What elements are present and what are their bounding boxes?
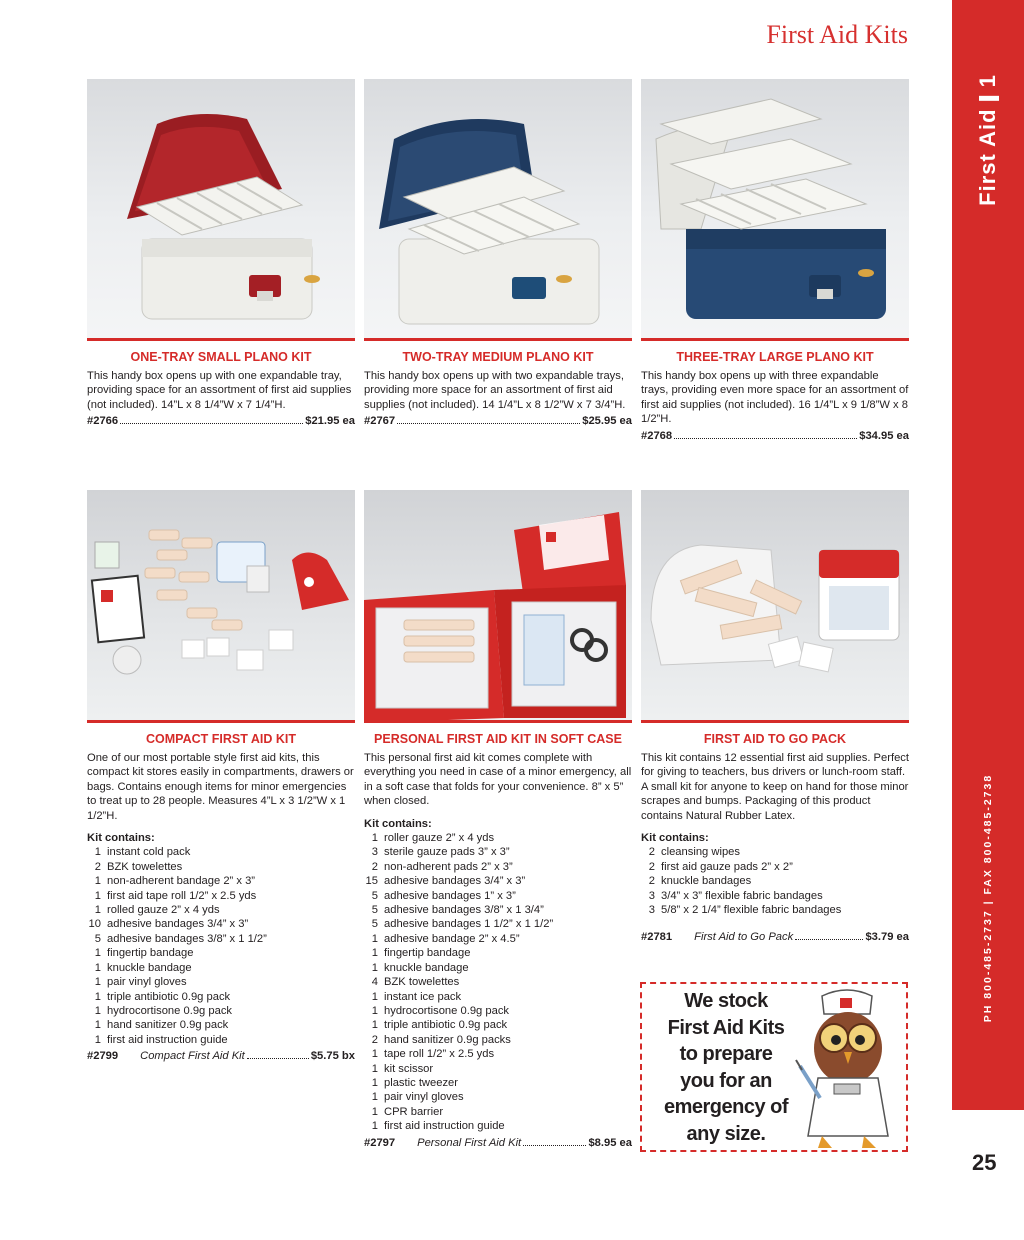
list-item: 3 sterile gauze pads 3” x 3” bbox=[371, 846, 510, 859]
list-item: 1 first aid tape roll 1/2” x 2.5 yds bbox=[94, 889, 257, 902]
list-item: 2 knuckle bandages bbox=[648, 875, 752, 888]
product-sku: #2767 bbox=[364, 415, 396, 428]
product-sku: #2797 bbox=[364, 1136, 396, 1149]
list-item: 10 adhesive bandages 3/4” x 3” bbox=[88, 918, 249, 931]
leader-dots bbox=[397, 415, 580, 424]
product-price: $3.79 ea bbox=[865, 931, 909, 944]
product-title: COMPACT FIRST AID KIT bbox=[146, 732, 296, 746]
product-title: THREE-TRAY LARGE PLANO KIT bbox=[676, 350, 874, 364]
kit-contains-heading: Kit contains: bbox=[87, 832, 155, 845]
promo-box bbox=[640, 982, 908, 1152]
product-sku: #2766 bbox=[87, 415, 119, 428]
list-item: 1 knuckle bandage bbox=[94, 961, 192, 974]
list-item: 1 fingertip bandage bbox=[94, 947, 194, 960]
list-item: 1 fingertip bandage bbox=[371, 947, 471, 960]
list-item: 5 adhesive bandages 1” x 3” bbox=[371, 889, 516, 902]
price-line bbox=[641, 931, 909, 943]
section-divider bbox=[979, 95, 999, 100]
list-item: 1 triple antibiotic 0.9g pack bbox=[371, 1019, 508, 1032]
product-title: FIRST AID TO GO PACK bbox=[703, 732, 847, 746]
product-photo-to-go-pack bbox=[641, 490, 909, 723]
product-description: This handy box opens up with three expandable trays, providing even more space for an assortment of first aid supplies (not included). 16 1/4”L x 9 1/8”W x 8 1/2”H. bbox=[641, 370, 909, 426]
kit-contents-list bbox=[364, 831, 632, 1134]
section-number: 1 bbox=[975, 74, 1000, 88]
list-item: 1 first aid instruction guide bbox=[371, 1120, 505, 1133]
product-description: This handy box opens up with two expandable trays, providing more space for an assortment of first aid supplies (not included). 14 1/4”L x 8 1/2”W x 7 3/4”H. bbox=[364, 370, 626, 411]
list-item: 1 non-adherent bandage 2” x 3” bbox=[94, 875, 256, 888]
product-title: ONE-TRAY SMALL PLANO KIT bbox=[130, 350, 312, 364]
product-description: This personal first aid kit comes complete with everything you need in case of a minor emergency, all in a soft case that folds for your convenience. 8” x 5” when closed. bbox=[364, 752, 632, 808]
list-item: 1 CPR barrier bbox=[371, 1105, 444, 1118]
price-line bbox=[364, 1137, 632, 1149]
list-item: 2 non-adherent pads 2” x 3” bbox=[371, 860, 513, 873]
list-item: 5 adhesive bandages 3/8” x 1 3/4” bbox=[371, 904, 544, 917]
product-description: This handy box opens up with one expandable tray, providing space for an assortment of first aid supplies (not included). 14”L x 8 1/4”W x 7 1/4”H. bbox=[87, 370, 352, 411]
list-item: 1 hydrocortisone 0.9g pack bbox=[94, 1004, 233, 1017]
product-title: TWO-TRAY MEDIUM PLANO KIT bbox=[402, 350, 594, 364]
list-item: 2 cleansing wipes bbox=[648, 846, 740, 859]
list-item: 5 adhesive bandages 1 1/2” x 1 1/2” bbox=[371, 918, 554, 931]
list-item: 1 adhesive bandage 2” x 4.5” bbox=[371, 932, 520, 945]
product-one-tray-plano-kit bbox=[87, 79, 355, 427]
leader-dots bbox=[523, 1137, 586, 1146]
product-photo-three-tray bbox=[641, 79, 909, 341]
kit-contains-heading: Kit contains: bbox=[364, 817, 432, 830]
list-item: 1 roller gauze 2” x 4 yds bbox=[371, 832, 495, 845]
product-compact-first-aid-kit bbox=[87, 490, 355, 1062]
list-item: 1 instant ice pack bbox=[371, 990, 462, 1003]
product-three-tray-plano-kit bbox=[641, 79, 909, 442]
list-item: 4 BZK towelettes bbox=[371, 976, 460, 989]
list-item: 1 hydrocortisone 0.9g pack bbox=[371, 1004, 510, 1017]
promo-line: First Aid Kits bbox=[667, 1016, 785, 1039]
list-item: 2 first aid gauze pads 2” x 2” bbox=[648, 860, 793, 873]
product-two-tray-plano-kit bbox=[364, 79, 632, 427]
product-description: This kit contains 12 essential first aid supplies. Perfect for giving to teachers, bus drivers or lunch-room staff. A small kit for anyone to keep on hand for those minor scrapes and bumps. Packaging of this product contains Natural Rubber Latex. bbox=[641, 752, 910, 822]
product-name: Personal First Aid Kit bbox=[417, 1136, 522, 1149]
product-personal-first-aid-kit bbox=[364, 490, 632, 1149]
promo-line: any size. bbox=[686, 1122, 766, 1145]
list-item: 1 hand sanitizer 0.9g pack bbox=[94, 1019, 229, 1032]
list-item: 1 tape roll 1/2” x 2.5 yds bbox=[371, 1048, 495, 1061]
leader-dots bbox=[120, 415, 303, 424]
promo-text bbox=[648, 988, 804, 1147]
list-item: 15 adhesive bandages 3/4” x 3” bbox=[365, 875, 526, 888]
list-item: 1 triple antibiotic 0.9g pack bbox=[94, 990, 231, 1003]
section-name: First Aid bbox=[975, 108, 1000, 206]
list-item: 3 3/4” x 3” flexible fabric bandages bbox=[648, 889, 823, 902]
kit-contents-list bbox=[87, 845, 355, 1047]
product-price: $5.75 bx bbox=[310, 1050, 355, 1063]
price-line bbox=[641, 430, 909, 442]
list-item: 1 pair vinyl gloves bbox=[371, 1091, 464, 1104]
product-photo-one-tray bbox=[87, 79, 355, 341]
product-name: Compact First Aid Kit bbox=[140, 1050, 245, 1063]
product-price: $34.95 ea bbox=[859, 429, 909, 442]
promo-line: to prepare bbox=[679, 1043, 773, 1065]
kit-contains-heading: Kit contains: bbox=[641, 832, 709, 845]
list-item: 1 kit scissor bbox=[371, 1062, 434, 1075]
product-description: One of our most portable style first aid kits, this compact kit stores easily in compartments, drawers or bags. Contains enough items for minor emergencies to treat up to 28 people. Measures 4”L x 3 1/2”W x 1 1/2”H. bbox=[87, 752, 354, 822]
product-photo-two-tray bbox=[364, 79, 632, 341]
list-item: 1 instant cold pack bbox=[94, 846, 191, 859]
price-line bbox=[364, 415, 632, 427]
list-item: 1 plastic tweezer bbox=[371, 1076, 458, 1089]
leader-dots bbox=[674, 430, 857, 439]
leader-dots bbox=[247, 1050, 309, 1059]
product-sku: #2799 bbox=[87, 1050, 119, 1063]
product-price: $21.95 ea bbox=[305, 415, 355, 428]
list-item: 3 5/8” x 2 1/4” flexible fabric bandages bbox=[648, 904, 842, 917]
list-item: 1 pair vinyl gloves bbox=[94, 976, 187, 989]
list-item: 1 rolled gauze 2” x 4 yds bbox=[94, 904, 220, 917]
owl-nurse-mascot-icon bbox=[792, 986, 904, 1150]
list-item: 1 first aid instruction guide bbox=[94, 1033, 228, 1046]
product-price: $25.95 ea bbox=[582, 415, 632, 428]
leader-dots bbox=[795, 931, 863, 940]
promo-line: We stock bbox=[684, 990, 768, 1012]
product-name: First Aid to Go Pack bbox=[694, 931, 794, 944]
promo-line: you for an bbox=[680, 1069, 772, 1092]
list-item: 2 BZK towelettes bbox=[94, 860, 183, 873]
list-item: 2 hand sanitizer 0.9g packs bbox=[371, 1033, 511, 1046]
price-line bbox=[87, 415, 355, 427]
list-item: 1 knuckle bandage bbox=[371, 961, 469, 974]
product-title: PERSONAL FIRST AID KIT IN SOFT CASE bbox=[374, 732, 622, 746]
product-first-aid-to-go-pack bbox=[641, 490, 909, 943]
page-number: 25 bbox=[972, 1150, 997, 1175]
product-photo-personal-kit bbox=[364, 490, 632, 723]
promo-line: emergency of bbox=[663, 1096, 789, 1118]
kit-contents-list bbox=[641, 845, 909, 917]
product-price: $8.95 ea bbox=[588, 1136, 632, 1149]
section-tab-label bbox=[975, 74, 1001, 206]
product-photo-compact-kit bbox=[87, 490, 355, 723]
product-sku: #2768 bbox=[641, 429, 673, 442]
contact-phone-fax: PH 800-485-2737 | FAX 800-485-2738 bbox=[982, 773, 994, 1023]
page-title: First Aid Kits bbox=[766, 20, 908, 49]
list-item: 5 adhesive bandages 3/8” x 1 1/2” bbox=[94, 932, 267, 945]
price-line bbox=[87, 1050, 355, 1062]
product-sku: #2781 bbox=[641, 931, 673, 944]
